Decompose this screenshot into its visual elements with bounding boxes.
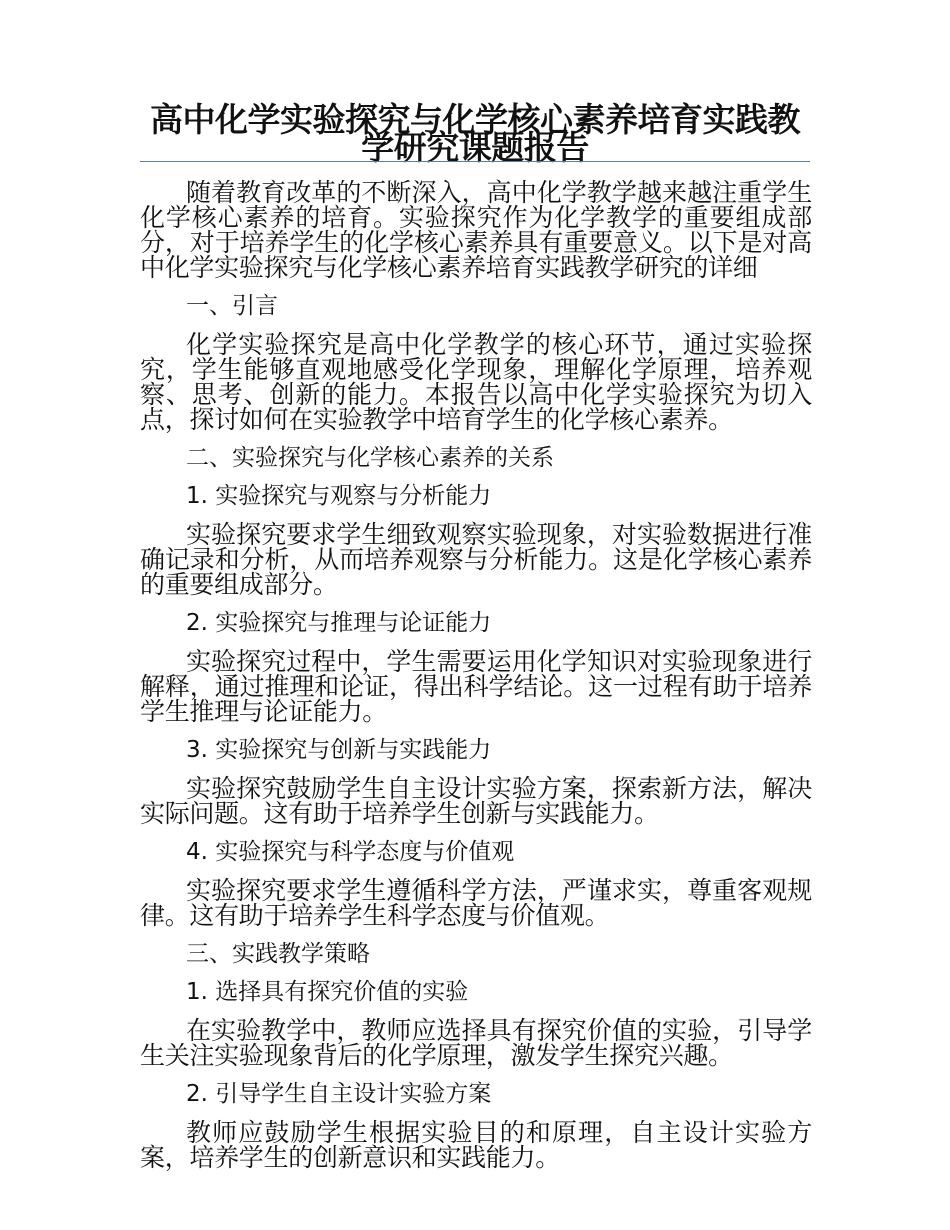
subheading-observation: 1. 实验探究与观察与分析能力	[186, 483, 492, 509]
title-divider	[140, 161, 810, 162]
introduction-paragraph: 化学实验探究是高中化学教学的核心环节，通过实验探究，学生能够直观地感受化学现象，理解化学原理，培养观察、思考、创新的能力。本报告以高中化学实验探究为切入点，探讨如何在实验教学中培育学生的化学核心素养。	[140, 330, 812, 434]
section-heading-strategies: 三、实践教学策略	[186, 941, 370, 967]
section-heading-introduction: 一、引言	[186, 293, 278, 319]
design-plan-paragraph: 教师应鼓励学生根据实验目的和原理，自主设计实验方案，培养学生的创新意识和实践能力。	[140, 1118, 812, 1172]
document-title: 高中化学实验探究与化学核心素养培育实践教学研究课题报告	[150, 100, 800, 167]
title-block	[140, 100, 810, 167]
subheading-innovation: 3. 实验探究与创新与实践能力	[186, 737, 492, 763]
innovation-paragraph: 实验探究鼓励学生自主设计实验方案，探索新方法，解决实际问题。这有助于培养学生创新与实践能力。	[140, 774, 812, 828]
section-heading-relationship: 二、实验探究与化学核心素养的关系	[186, 445, 554, 471]
subheading-attitude: 4. 实验探究与科学态度与价值观	[186, 839, 515, 865]
reasoning-paragraph: 实验探究过程中，学生需要运用化学知识对实验现象进行解释，通过推理和论证，得出科学结论。这一过程有助于培养学生推理与论证能力。	[140, 647, 812, 726]
subheading-choose-experiments: 1. 选择具有探究价值的实验	[186, 979, 469, 1005]
document-body	[140, 180, 812, 1184]
intro-paragraph: 随着教育改革的不断深入，高中化学教学越来越注重学生化学核心素养的培育。实验探究作为化学教学的重要组成部分，对于培养学生的化学核心素养具有重要意义。以下是对高中化学实验探究与化学核心素养培育实践教学研究的详细	[140, 178, 812, 282]
attitude-paragraph: 实验探究要求学生遵循科学方法，严谨求实，尊重客观规律。这有助于培养学生科学态度与价值观。	[140, 876, 812, 930]
observation-paragraph: 实验探究要求学生细致观察实验现象，对实验数据进行准确记录和分析，从而培养观察与分析能力。这是化学核心素养的重要组成部分。	[140, 520, 812, 599]
subheading-design-plan: 2. 引导学生自主设计实验方案	[186, 1081, 492, 1107]
choose-experiments-paragraph: 在实验教学中，教师应选择具有探究价值的实验，引导学生关注实验现象背后的化学原理，激发学生探究兴趣。	[140, 1016, 812, 1070]
subheading-reasoning: 2. 实验探究与推理与论证能力	[186, 610, 492, 636]
